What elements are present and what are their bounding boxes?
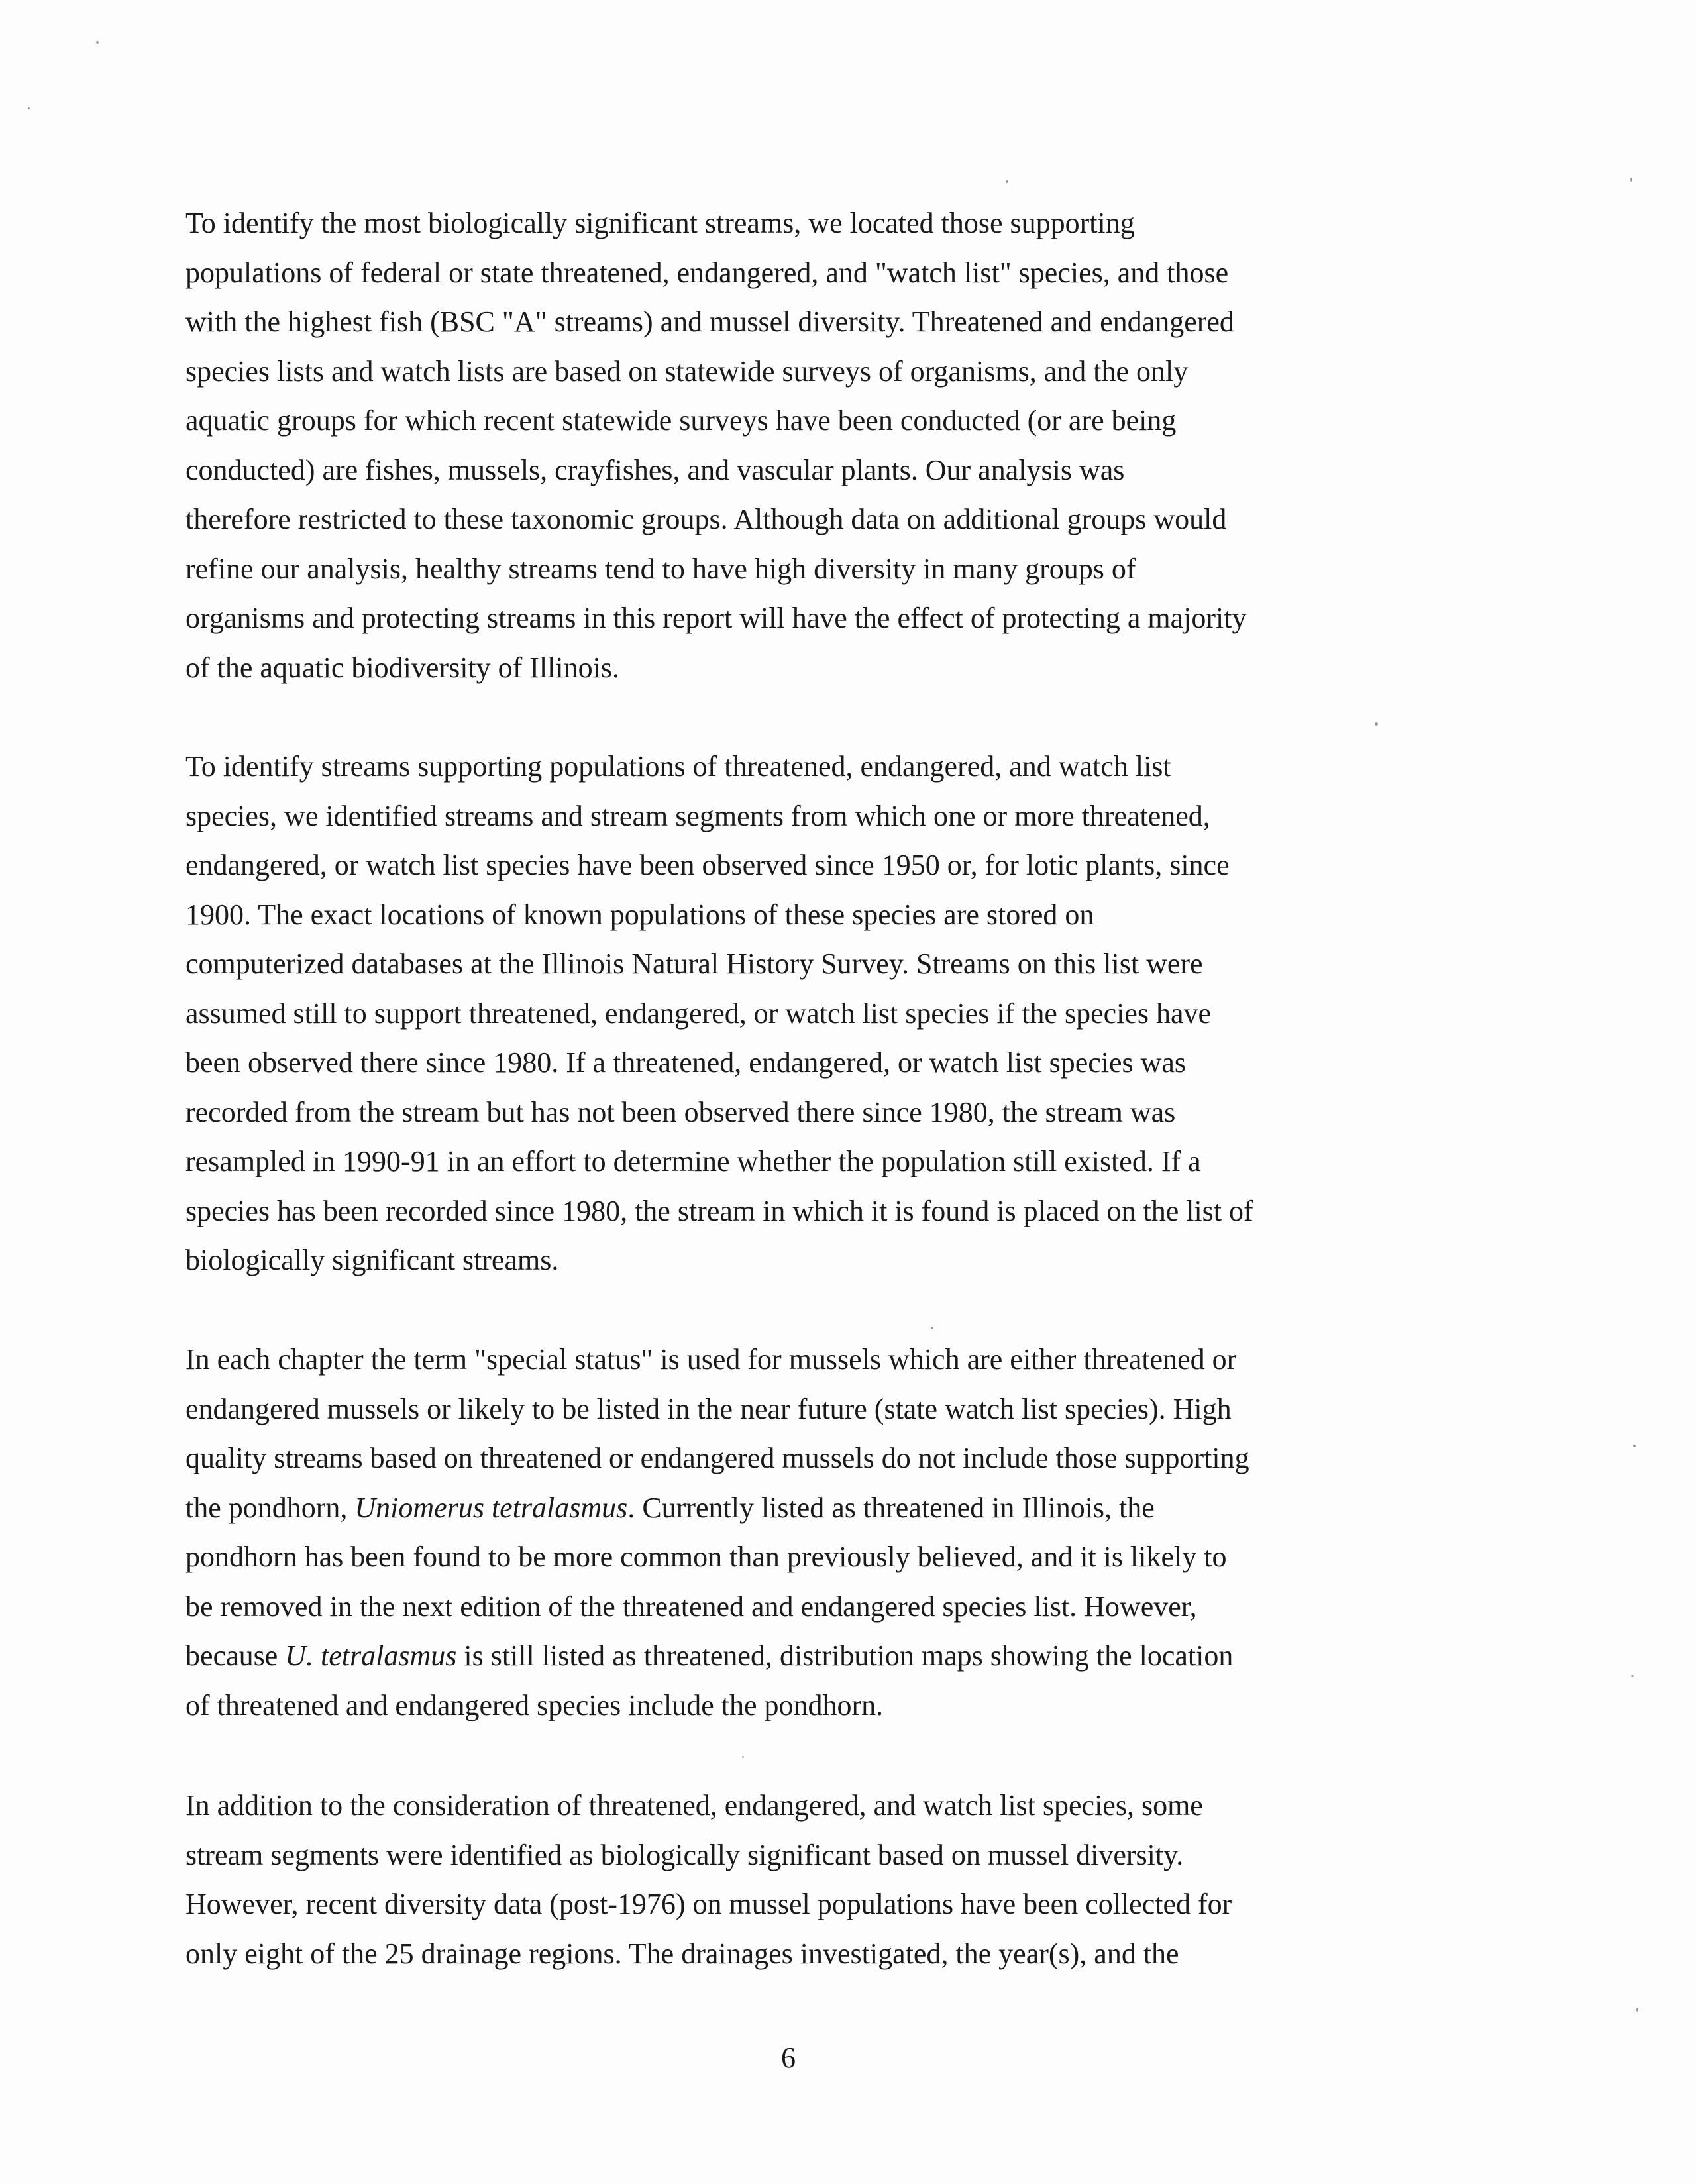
text-line: endangered mussels or likely to be listed in the near future (state watch list species). High [186, 1392, 1232, 1425]
text-line: computerized databases at the Illinois Natural History Survey. Streams on this list were [186, 948, 1203, 980]
text-line: therefore restricted to these taxonomic groups. Although data on additional groups would [186, 503, 1227, 535]
text-line: organisms and protecting streams in this report will have the effect of protecting a majority [186, 602, 1247, 634]
text-line: 1900. The exact locations of known populations of these species are stored on [186, 898, 1094, 931]
text-line: species, we identified streams and stream segments from which one or more threatened, [186, 799, 1210, 832]
scan-speck [1375, 722, 1378, 726]
paragraph-3 [186, 1335, 1418, 1730]
text-line: only eight of the 25 drainage regions. The drainages investigated, the year(s), and the [186, 1937, 1179, 1970]
species-name-italic: Uniomerus tetralasmus [354, 1491, 628, 1524]
paragraph-1 [186, 199, 1418, 692]
text-line: aquatic groups for which recent statewide surveys have been conducted (or are being [186, 404, 1177, 437]
text-line: endangered, or watch list species have been observed since 1950 or, for lotic plants, since [186, 849, 1230, 881]
scan-speck [1630, 178, 1632, 182]
text-run: because [186, 1639, 286, 1672]
text-line [186, 1631, 1418, 1681]
scan-speck [1633, 1445, 1636, 1447]
scan-speck [28, 107, 30, 109]
text-line: with the highest fish (BSC "A" streams) and mussel diversity. Threatened and endangered [186, 305, 1234, 338]
text-line: conducted) are fishes, mussels, crayfishes, and vascular plants. Our analysis was [186, 453, 1125, 486]
page-number: 6 [781, 2042, 796, 2074]
text-line: be removed in the next edition of the threatened and endangered species list. However, [186, 1590, 1197, 1623]
text-line: recorded from the stream but has not been observed there since 1980, the stream was [186, 1095, 1176, 1128]
text-line: quality streams based on threatened or endangered mussels do not include those supporting [186, 1442, 1249, 1474]
paragraph-2 [186, 742, 1418, 1285]
scan-speck [931, 1327, 933, 1329]
text-line: refine our analysis, healthy streams tend to have high diversity in many groups of [186, 552, 1136, 585]
scan-speck [1636, 2008, 1638, 2012]
text-line [186, 1484, 1418, 1533]
text-line: of the aquatic biodiversity of Illinois. [186, 651, 619, 684]
scan-speck [1631, 1675, 1634, 1677]
text-line: stream segments were identified as biologically significant based on mussel diversity. [186, 1838, 1184, 1871]
text-run: is still listed as threatened, distribution maps showing the location [456, 1639, 1234, 1672]
text-line: populations of federal or state threatened, endangered, and "watch list" species, and those [186, 256, 1229, 289]
text-line: To identify the most biologically significant streams, we located those supporting [186, 207, 1135, 239]
text-line: In each chapter the term "special status" is used for mussels which are either threatened or [186, 1343, 1237, 1376]
text-line: To identify streams supporting populations of threatened, endangered, and watch list [186, 750, 1171, 783]
text-line: species has been recorded since 1980, the stream in which it is found is placed on the list of [186, 1194, 1253, 1227]
text-line: of threatened and endangered species include the pondhorn. [186, 1688, 884, 1721]
species-name-italic: U. tetralasmus [285, 1639, 457, 1672]
text-line: species lists and watch lists are based on statewide surveys of organisms, and the only [186, 355, 1189, 388]
paragraph-4 [186, 1781, 1418, 1979]
scan-speck [742, 1756, 744, 1758]
text-line: However, recent diversity data (post-1976) on mussel populations have been collected for [186, 1888, 1232, 1920]
text-run: . Currently listed as threatened in Illinois, the [627, 1491, 1155, 1524]
scan-speck [96, 41, 99, 44]
text-line: In addition to the consideration of threatened, endangered, and watch list species, some [186, 1789, 1203, 1822]
text-line: resampled in 1990-91 in an effort to determine whether the population still existed. If a [186, 1145, 1201, 1177]
text-line: assumed still to support threatened, endangered, or watch list species if the species have [186, 997, 1212, 1030]
text-line: been observed there since 1980. If a threatened, endangered, or watch list species was [186, 1046, 1187, 1079]
text-line: pondhorn has been found to be more common than previously believed, and it is likely to [186, 1541, 1227, 1573]
text-run: the pondhorn, [186, 1491, 355, 1524]
text-line: biologically significant streams. [186, 1244, 559, 1276]
scan-speck [1006, 180, 1008, 183]
